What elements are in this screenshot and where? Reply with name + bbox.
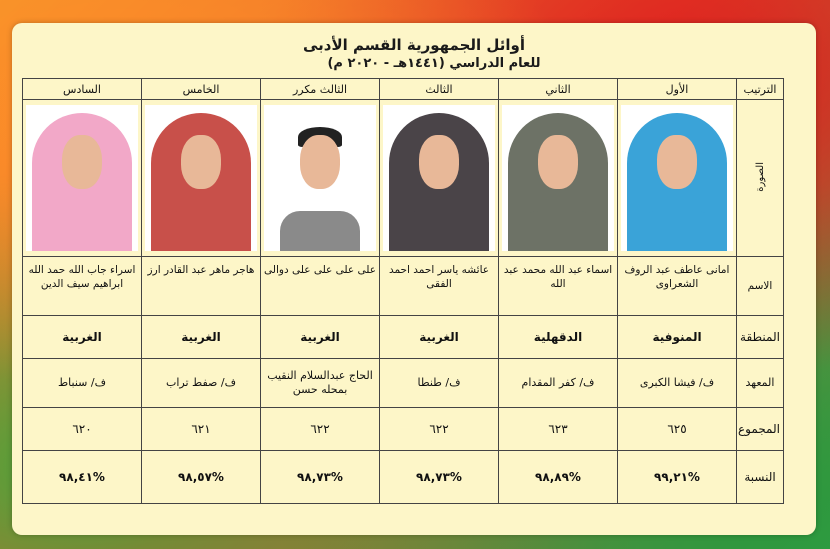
student-percent: %٩٨,٧٣ xyxy=(261,451,380,504)
student-total: ٦٢٥ xyxy=(618,408,737,451)
student-total: ٦٢٣ xyxy=(499,408,618,451)
region-label: المنطقة xyxy=(737,316,784,359)
student-percent: %٩٨,٨٩ xyxy=(499,451,618,504)
shoulders-shape xyxy=(161,211,241,251)
student-percent: %٩٩,٢١ xyxy=(618,451,737,504)
student-institute: الحاج عبدالسلام النقيب بمحله حسن xyxy=(261,359,380,408)
student-percent: %٩٨,٧٣ xyxy=(380,451,499,504)
photo-row xyxy=(23,100,784,257)
student-name: على على على على دوالى xyxy=(261,257,380,316)
student-percent: %٩٨,٥٧ xyxy=(142,451,261,504)
rank-cell: الثالث xyxy=(380,79,499,100)
student-total: ٦٢٠ xyxy=(23,408,142,451)
student-region: الغربية xyxy=(142,316,261,359)
institute-row xyxy=(23,359,784,408)
student-region: الغربية xyxy=(261,316,380,359)
title-block xyxy=(12,35,816,73)
student-name: اسماء عبد الله محمد عبد الله xyxy=(499,257,618,316)
rank-cell: الخامس xyxy=(142,79,261,100)
student-institute: ف/ صفط تراب xyxy=(142,359,261,408)
student-institute: ف/ سنباط xyxy=(23,359,142,408)
page-title: أوائل الجمهورية القسم الأدبى xyxy=(302,36,526,54)
rank-cell: السادس xyxy=(23,79,142,100)
rank-cell: الثالث مكرر xyxy=(261,79,380,100)
student-name: هاجر ماهر عبد القادر ارز xyxy=(142,257,261,316)
student-name: اسراء جاب الله حمد الله ابراهيم سيف الدين xyxy=(23,257,142,316)
student-region: المنوفية xyxy=(618,316,737,359)
total-label: المجموع xyxy=(737,408,784,451)
shoulders-shape xyxy=(42,211,122,251)
shoulders-shape xyxy=(280,211,360,251)
region-row xyxy=(23,316,784,359)
student-name: عائشه ياسر احمد احمد الفقى xyxy=(380,257,499,316)
student-region: الغربية xyxy=(23,316,142,359)
top-students-table xyxy=(22,78,784,504)
percent-row xyxy=(23,451,784,504)
student-percent: %٩٨,٤١ xyxy=(23,451,142,504)
student-photo xyxy=(145,105,257,251)
face-shape xyxy=(62,135,102,189)
percent-label: النسبة xyxy=(737,451,784,504)
name-row xyxy=(23,257,784,316)
student-institute: ف/ طنطا xyxy=(380,359,499,408)
rank-cell: الأول xyxy=(618,79,737,100)
student-photo xyxy=(264,105,376,251)
institute-label: المعهد xyxy=(737,359,784,408)
face-shape xyxy=(300,135,340,189)
student-total: ٦٢٢ xyxy=(380,408,499,451)
total-row xyxy=(23,408,784,451)
page-subtitle: للعام الدراسي (١٤٤١هـ - ٢٠٢٠ م) xyxy=(327,56,541,71)
student-total: ٦٢١ xyxy=(142,408,261,451)
rank-row xyxy=(23,79,784,100)
shoulders-shape xyxy=(518,211,598,251)
name-label: الاسم xyxy=(737,257,784,316)
student-total: ٦٢٢ xyxy=(261,408,380,451)
face-shape xyxy=(538,135,578,189)
student-institute: ف/ فيشا الكبرى xyxy=(618,359,737,408)
student-photo xyxy=(26,105,138,251)
student-photo xyxy=(383,105,495,251)
student-institute: ف/ كفر المقدام xyxy=(499,359,618,408)
rank-label: الترتيب xyxy=(737,79,784,100)
shoulders-shape xyxy=(399,211,479,251)
student-photo xyxy=(621,105,733,251)
photo-label: الصورة xyxy=(754,161,766,192)
face-shape xyxy=(181,135,221,189)
student-photo xyxy=(502,105,614,251)
shoulders-shape xyxy=(637,211,717,251)
student-region: الدقهلية xyxy=(499,316,618,359)
rank-cell: الثاني xyxy=(499,79,618,100)
face-shape xyxy=(419,135,459,189)
student-region: الغربية xyxy=(380,316,499,359)
face-shape xyxy=(657,135,697,189)
student-name: امانى عاطف عبد الروف الشعراوى xyxy=(618,257,737,316)
